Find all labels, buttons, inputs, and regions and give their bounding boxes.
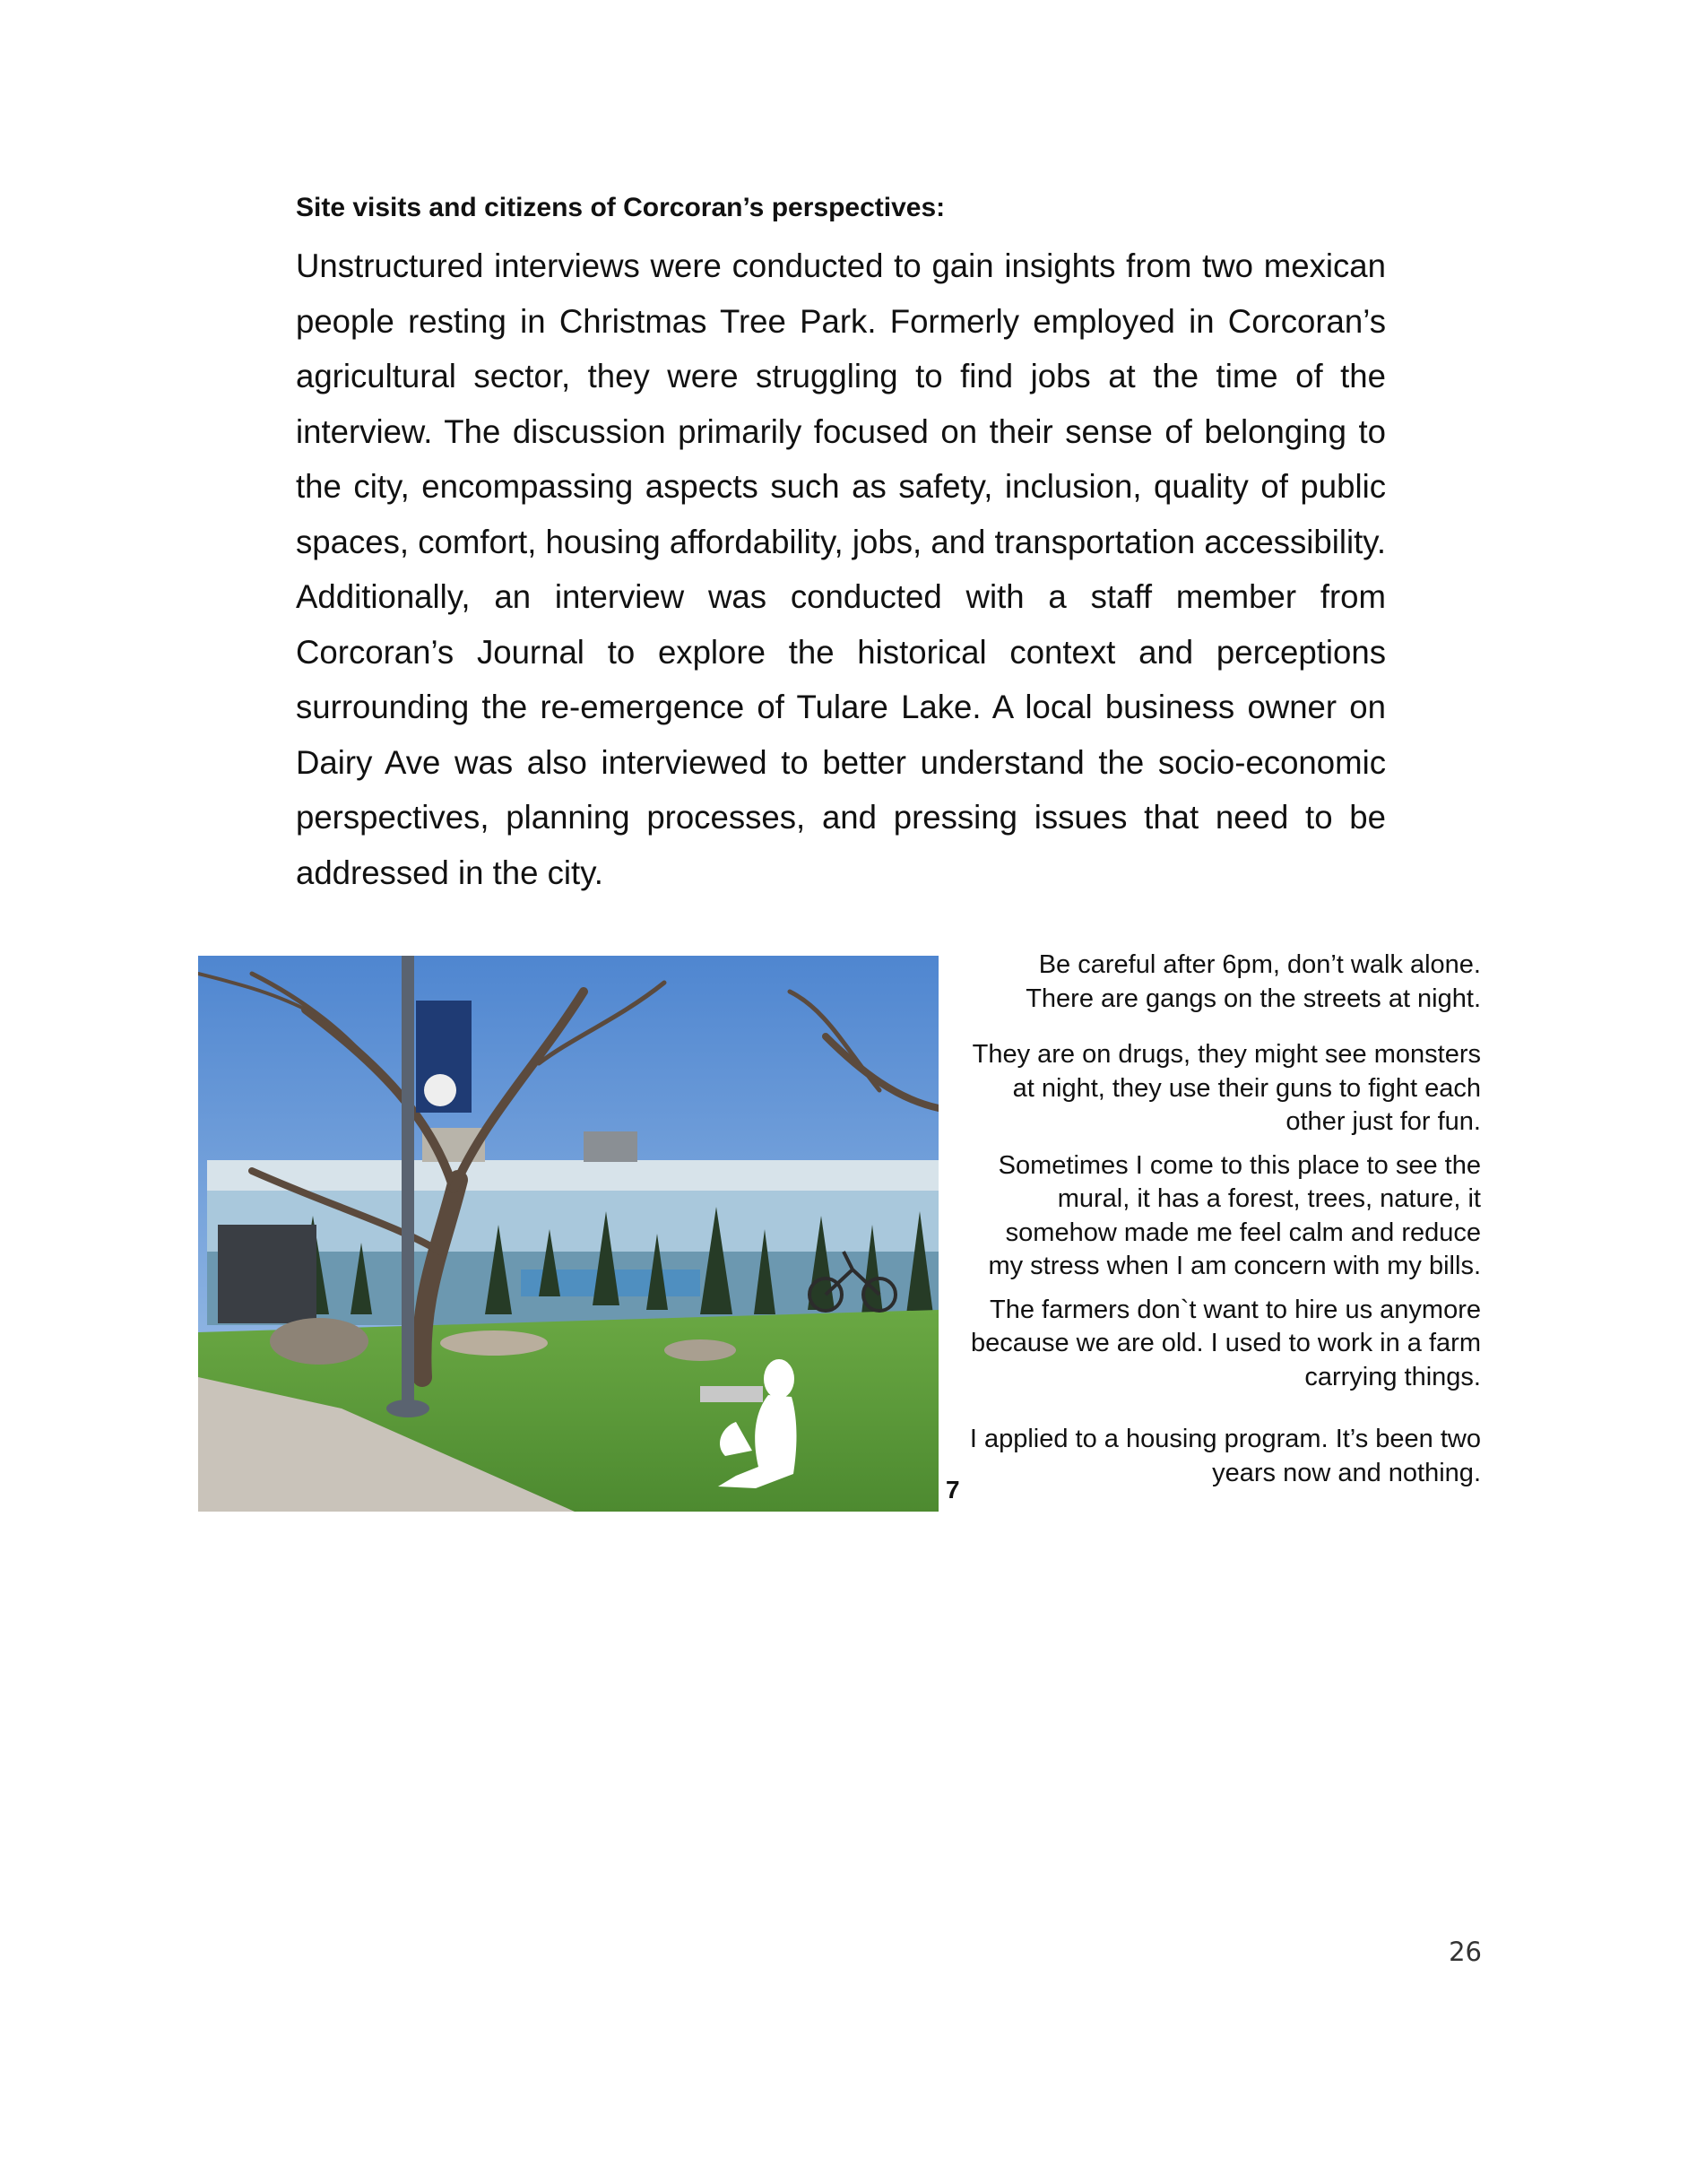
figure-number: 7 xyxy=(946,1476,960,1504)
section-heading: Site visits and citizens of Corcoran’s perspectives: xyxy=(296,193,946,222)
quote-housing: I applied to a housing program. It’s been two years now and nothing. xyxy=(969,1425,1481,1487)
park-mural-photo xyxy=(198,956,939,1512)
quote-jobs: The farmers don`t want to hire us anymore because we are old. I used to work in a farm carrying things. xyxy=(970,1295,1481,1391)
building-door xyxy=(218,1225,316,1323)
lamp-post xyxy=(402,956,414,1404)
interview-quotes xyxy=(968,949,1481,1490)
quote-mural: Sometimes I come to this place to see the mural, it has a forest, trees, nature, it somehow made me feel calm and reduce my stress when I am concern with my bills. xyxy=(988,1150,1481,1280)
quote-drugs: They are on drugs, they might see monsters at night, they use their guns to fight each other just for fun. xyxy=(972,1040,1481,1136)
drain-grate xyxy=(700,1386,763,1402)
quote-safety: Be careful after 6pm, don’t walk alone. There are gangs on the streets at night. xyxy=(1026,950,1481,1013)
page-number: 26 xyxy=(1449,1937,1482,1967)
body-paragraph: Unstructured interviews were conducted to gain insights from two mexican people resting in Christmas Tree Park. Formerly employed in Corcoran’s agricultural sector, they were struggling to find jobs at the time of the interview. The discussion primarily focused on their sense of belonging to the city, encompassing aspects such as safety, inclusion, quality of public spaces, comfort, housing affordability, jobs, and transportation accessibility. Additionally, an interview was conducted with a staff member from Corcoran’s Journal to explore the historical context and perceptions surrounding the re-emergence of Tulare Lake. A local business owner on Dairy Ave was also interviewed to better understand the socio-economic perspectives, planning processes, and pressing issues that need to be addressed in the city. xyxy=(296,247,1386,891)
